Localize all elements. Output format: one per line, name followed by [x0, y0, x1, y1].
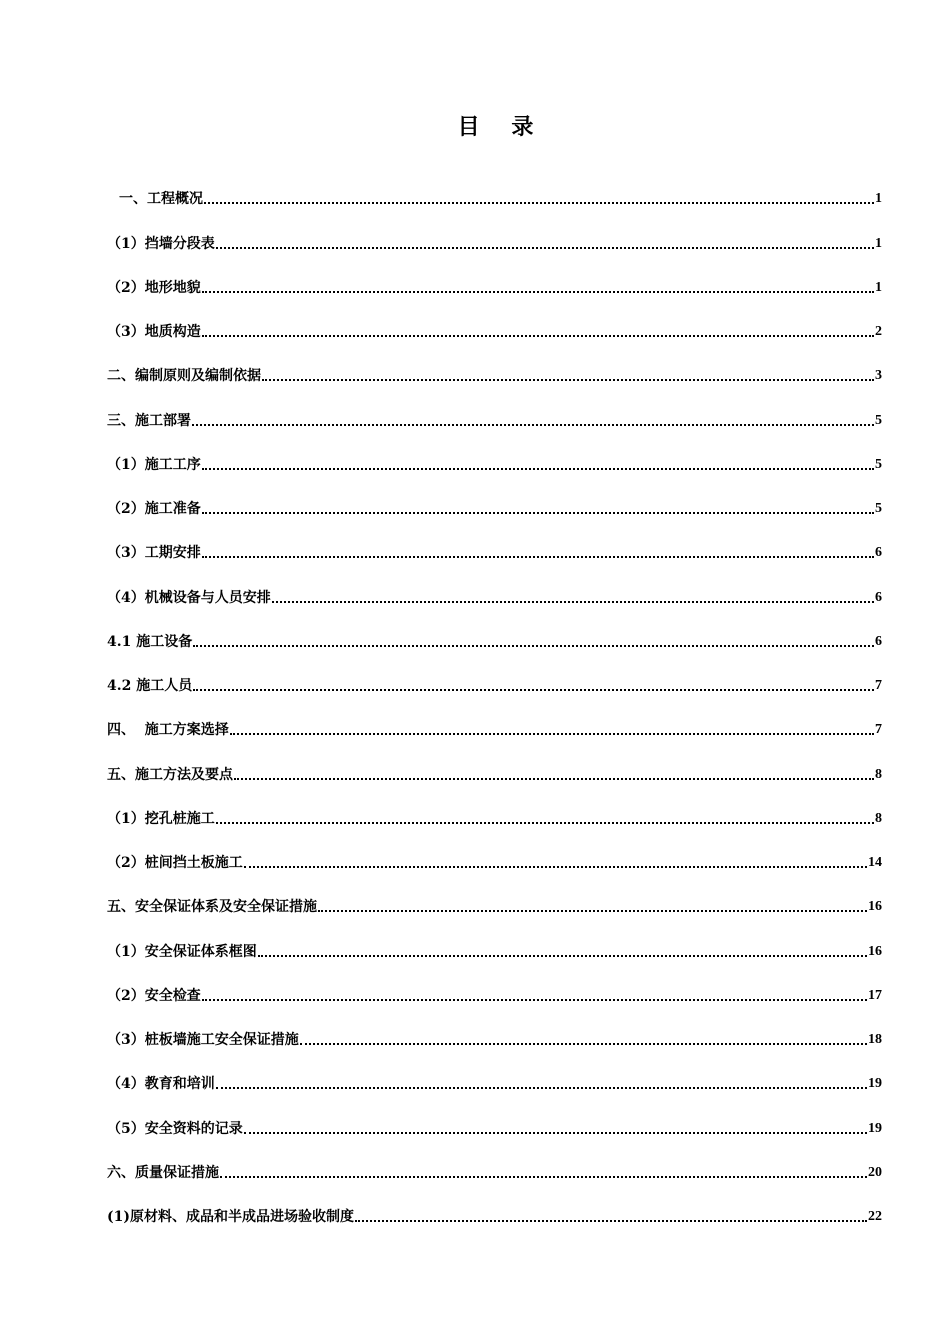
toc-entry-page-number: 7	[875, 678, 882, 693]
toc-entry-page-number: 19	[868, 1076, 882, 1092]
toc-entry[interactable]	[107, 1145, 882, 1189]
toc-entry-page-number: 14	[868, 855, 882, 870]
toc-entry[interactable]	[107, 481, 882, 525]
toc-entry[interactable]	[107, 1189, 882, 1233]
toc-entry-label: （1）挖孔桩施工	[107, 810, 215, 827]
toc-entry-page-number: 1	[875, 235, 882, 251]
toc-entry-page-number: 5	[875, 412, 882, 428]
toc-entry-label: （1）安全保证体系框图	[107, 943, 257, 960]
toc-dot-leader	[204, 202, 874, 204]
toc-entry-page-number: 5	[875, 501, 882, 516]
toc-entry-label: （1）施工工序	[107, 456, 201, 473]
toc-entry[interactable]	[107, 215, 882, 259]
toc-entry-label: 五、施工方法及要点	[107, 766, 233, 783]
toc-entry[interactable]	[107, 879, 882, 923]
toc-entry-page-number: 18	[868, 1032, 882, 1047]
toc-entry-label: （1）挡墙分段表	[107, 235, 215, 252]
toc-dot-leader	[318, 910, 867, 912]
toc-entry-page-number: 16	[868, 943, 882, 959]
toc-dot-leader	[272, 601, 874, 603]
toc-entry-page-number: 2	[875, 324, 882, 339]
toc-entry-label: 六、质量保证措施	[107, 1164, 219, 1181]
toc-entry[interactable]	[107, 791, 882, 835]
toc-entry-label: （2）安全检查	[107, 987, 201, 1004]
toc-entry-page-number: 8	[875, 810, 882, 826]
toc-entry[interactable]	[107, 1012, 882, 1056]
toc-entry[interactable]	[107, 614, 882, 658]
toc-entry[interactable]	[107, 1100, 882, 1144]
toc-dot-leader	[193, 689, 874, 691]
toc-entry[interactable]	[107, 1056, 882, 1100]
toc-entry-page-number: 6	[875, 545, 882, 561]
toc-entry-page-number: 22	[868, 1209, 882, 1224]
toc-entry-label: 4.2 施工人员	[107, 678, 193, 694]
toc-entry-label: 四、 施工方案选择	[107, 722, 229, 739]
toc-entry[interactable]	[107, 304, 882, 348]
toc-entry-page-number: 17	[868, 987, 882, 1003]
toc-entry[interactable]	[107, 658, 882, 702]
toc-dot-leader	[355, 1220, 867, 1222]
toc-entry[interactable]	[107, 746, 882, 790]
toc-dot-leader	[220, 1176, 867, 1178]
toc-entry-label: 4.1 施工设备	[107, 633, 193, 650]
toc-entry-page-number: 3	[875, 368, 882, 384]
toc-entry-page-number: 7	[875, 722, 882, 738]
toc-entry-label: (1)原材料、成品和半成品进场验收制度	[107, 1209, 354, 1225]
toc-dot-leader	[202, 335, 874, 337]
toc-entry[interactable]	[107, 348, 882, 392]
toc-list	[107, 171, 882, 1233]
toc-entry[interactable]	[107, 835, 882, 879]
toc-entry-label: （3）地质构造	[107, 324, 201, 340]
toc-entry-label: （2）桩间挡土板施工	[107, 855, 243, 871]
toc-entry-label: 三、施工部署	[107, 412, 191, 429]
toc-entry[interactable]	[107, 968, 882, 1012]
toc-dot-leader	[202, 999, 867, 1001]
toc-entry-page-number: 8	[875, 766, 882, 782]
toc-entry-label: （4）教育和培训	[107, 1076, 215, 1093]
toc-dot-leader	[244, 866, 867, 868]
toc-entry-label: 一、工程概况	[119, 191, 203, 208]
toc-entry-page-number: 1	[875, 279, 882, 295]
toc-entry[interactable]	[107, 260, 882, 304]
toc-entry-label: （2）地形地貌	[107, 279, 201, 296]
toc-entry-page-number: 1	[875, 191, 882, 207]
toc-dot-leader	[216, 247, 874, 249]
toc-entry-label: （3）桩板墙施工安全保证措施	[107, 1032, 299, 1048]
toc-dot-leader	[216, 1087, 867, 1089]
toc-dot-leader	[300, 1043, 867, 1045]
toc-entry-page-number: 20	[868, 1164, 882, 1180]
toc-dot-leader	[234, 778, 874, 780]
toc-entry-page-number: 6	[875, 589, 882, 605]
toc-entry-page-number: 16	[868, 899, 882, 915]
toc-entry-label: （3）工期安排	[107, 545, 201, 562]
toc-entry-label: 二、编制原则及编制依据	[107, 368, 261, 385]
toc-dot-leader	[216, 822, 874, 824]
toc-entry-page-number: 6	[875, 633, 882, 649]
toc-entry[interactable]	[107, 569, 882, 613]
toc-dot-leader	[193, 645, 874, 647]
toc-entry[interactable]	[107, 392, 882, 436]
toc-dot-leader	[202, 556, 874, 558]
toc-dot-leader	[202, 512, 874, 514]
toc-entry[interactable]	[107, 702, 882, 746]
toc-dot-leader	[202, 291, 874, 293]
toc-title: 目 录	[457, 114, 546, 140]
toc-entry-label: （2）施工准备	[107, 501, 201, 517]
toc-entry-label: 五、安全保证体系及安全保证措施	[107, 899, 317, 916]
toc-dot-leader	[244, 1132, 867, 1134]
toc-entry[interactable]	[107, 525, 882, 569]
toc-dot-leader	[230, 733, 874, 735]
toc-entry-label: （5）安全资料的记录	[107, 1120, 243, 1137]
toc-entry[interactable]	[107, 171, 882, 215]
toc-entry-page-number: 5	[875, 456, 882, 472]
toc-dot-leader	[192, 424, 874, 426]
toc-entry-label: （4）机械设备与人员安排	[107, 589, 271, 606]
toc-dot-leader	[258, 955, 867, 957]
toc-entry-page-number: 19	[868, 1120, 882, 1136]
toc-dot-leader	[262, 379, 874, 381]
toc-entry[interactable]	[107, 923, 882, 967]
toc-dot-leader	[202, 468, 874, 470]
toc-entry[interactable]	[107, 437, 882, 481]
